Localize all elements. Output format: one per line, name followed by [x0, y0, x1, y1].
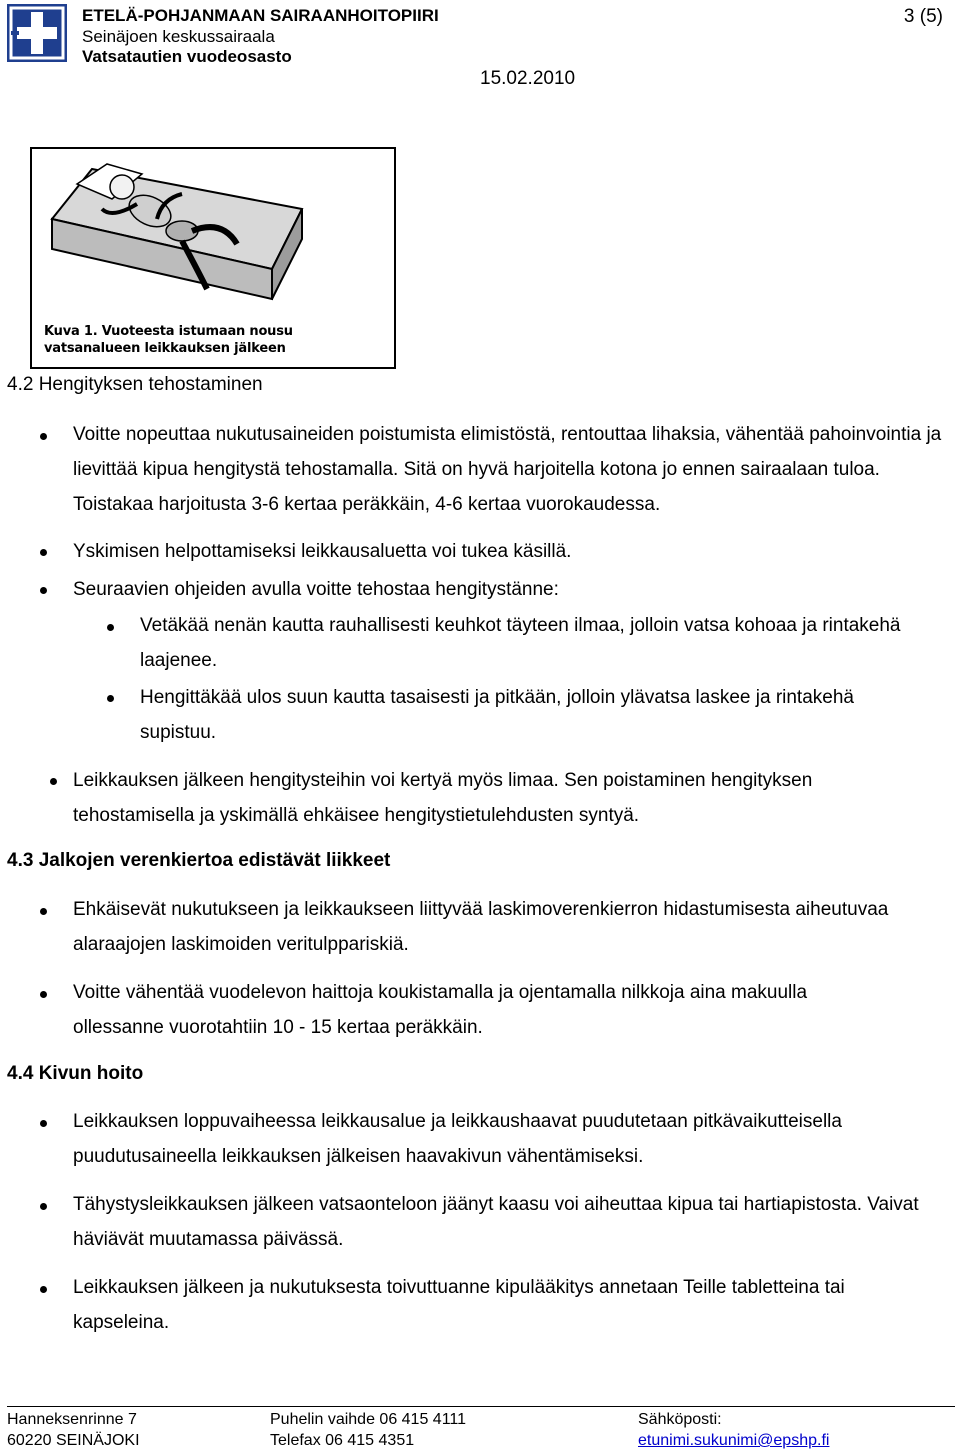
list-item: Yskimisen helpottamiseksi leikkausaluetta voi tukea käsillä.: [73, 541, 572, 562]
bullet-icon: [40, 1203, 47, 1210]
hospital-name: Seinäjoen keskussairaala: [82, 27, 275, 46]
footer-email-label: Sähköposti:: [638, 1411, 722, 1428]
bullet-icon: [40, 908, 47, 915]
footer-postal: 60220 SEINÄJOKI: [7, 1432, 140, 1449]
list-item: Tähystysleikkauksen jälkeen vatsaonteloon jäänyt kaasu voi aiheuttaa kipua tai hartiapistosta. Vaivat häviävät muutamassa päivässä.: [73, 1194, 919, 1250]
list-item: Ehkäisevät nukutukseen ja leikkaukseen liittyvää laskimoverenkierron hidastumisesta aiheutuvaa alaraajojen laskimoiden veritulppariskiä.: [73, 899, 889, 955]
bullet-icon: [40, 991, 47, 998]
department-name: Vatsatautien vuodeosasto: [82, 47, 292, 66]
sub-list-item: Vetäkää nenän kautta rauhallisesti keuhkot täyteen ilmaa, jolloin vatsa kohoaa ja rintakehä laajenee.: [140, 615, 901, 671]
list-item: Voitte nopeuttaa nukutusaineiden poistumista elimistöstä, rentouttaa lihaksia, vähentää pahoinvointia ja lievittää kipua hengitystä tehostamalla. Sitä on hyvä harjoitella kotona jo ennen sairaalaan tuloa. Toistakaa harjoitusta 3-6 kertaa peräkkäin, 4-6 kertaa vuorokaudessa.: [73, 424, 942, 515]
figure-patient-rising: [30, 147, 396, 369]
figure-caption: Kuva 1. Vuoteesta istumaan nousu vatsanalueen leikkauksen jälkeen: [44, 324, 293, 356]
list-item: Leikkauksen jälkeen ja nukutuksesta toivuttuanne kipulääkitys annetaan Teille tabletteina tai kapseleina.: [73, 1277, 845, 1333]
bullet-icon: [40, 549, 47, 556]
bullet-icon: [40, 433, 47, 440]
footer-fax: Telefax 06 415 4351: [270, 1432, 415, 1449]
organization-name: ETELÄ-POHJANMAAN SAIRAANHOITOPIIRI: [82, 6, 439, 25]
bullet-icon: [40, 1286, 47, 1293]
section-heading-4-4: 4.4 Kivun hoito: [7, 1063, 144, 1084]
section-heading-4-3: 4.3 Jalkojen verenkiertoa edistävät liikkeet: [7, 850, 391, 871]
sub-list-item: Hengittäkää ulos suun kautta tasaisesti ja pitkään, jolloin ylävatsa laskee ja rintakehä supistuu.: [140, 687, 854, 743]
list-item: Leikkauksen loppuvaiheessa leikkausalue ja leikkaushaavat puudutetaan pitkävaikutteisella puudutusaineella leikkauksen jälkeisen haavakivun vähentämiseksi.: [73, 1111, 842, 1167]
document-date: 15.02.2010: [480, 68, 576, 89]
cross-logo-icon: [7, 4, 67, 62]
bullet-icon: [40, 587, 47, 594]
footer-street: Hanneksenrinne 7: [7, 1411, 137, 1428]
bullet-icon: [107, 695, 114, 702]
bullet-icon: [40, 1120, 47, 1127]
footer-phone: Puhelin vaihde 06 415 4111: [270, 1411, 467, 1428]
footer-email-link[interactable]: etunimi.sukunimi@epshp.fi: [638, 1432, 830, 1449]
list-item: Voitte vähentää vuodelevon haittoja koukistamalla ja ojentamalla nilkkoja aina makuulla ollessanne vuorotahtiin 10 - 15 kertaa peräkkäin.: [73, 982, 808, 1038]
footer-divider: [7, 1406, 955, 1407]
bullet-icon: [50, 778, 57, 785]
section-heading-4-2: 4.2 Hengityksen tehostaminen: [7, 374, 263, 395]
list-item: Leikkauksen jälkeen hengitysteihin voi kertyä myös limaa. Sen poistaminen hengityksen tehostamisella ja yskimällä ehkäisee hengitystietulehdusten syntyä.: [73, 770, 813, 826]
list-item: Seuraavien ohjeiden avulla voitte tehostaa hengitystänne:: [73, 579, 559, 600]
bullet-icon: [107, 624, 114, 631]
page-number: 3 (5): [903, 6, 943, 27]
